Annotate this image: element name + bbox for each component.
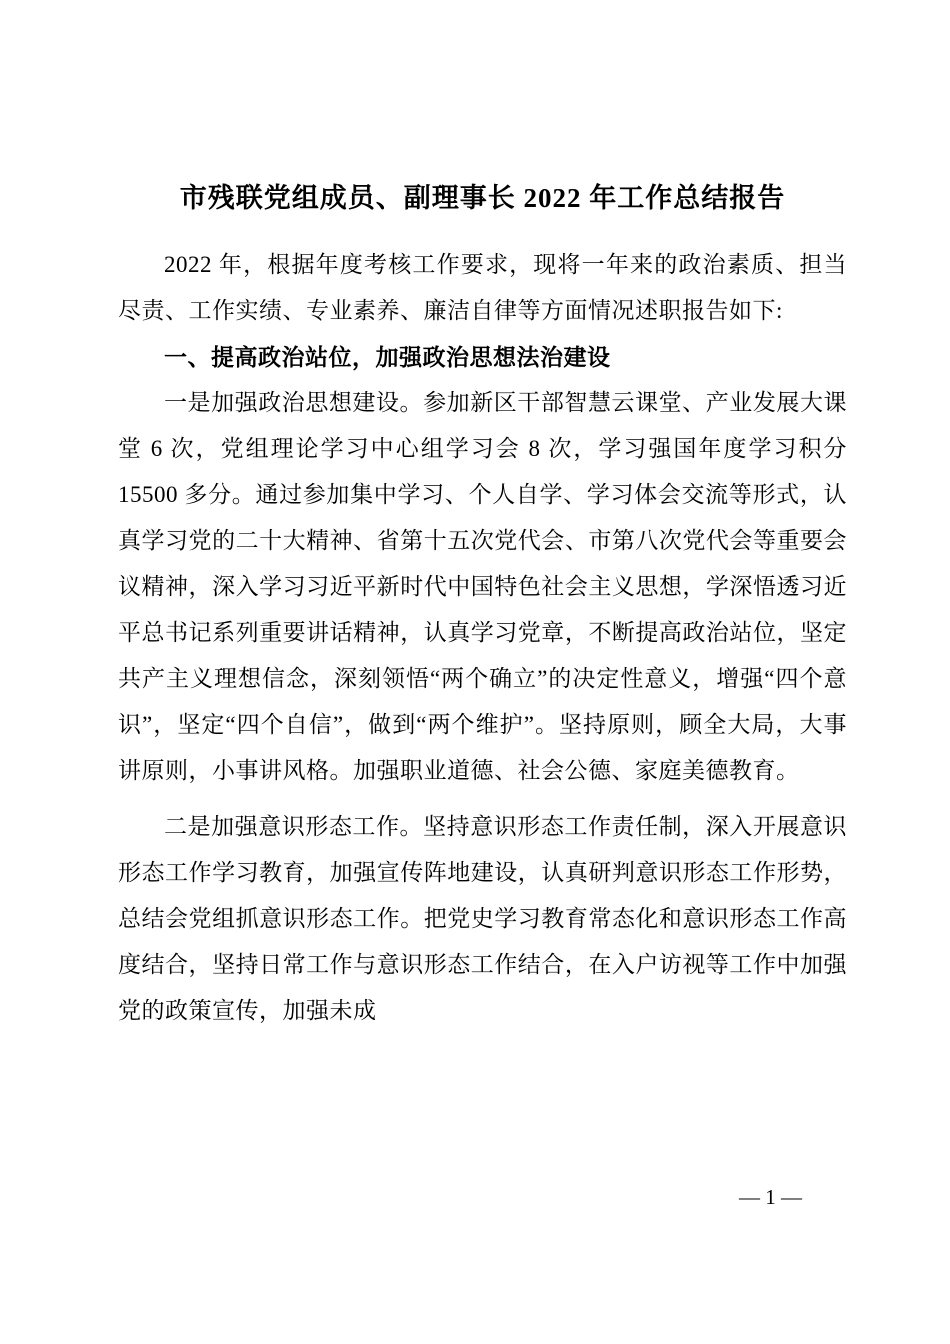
intro-paragraph: 2022 年，根据年度考核工作要求，现将一年来的政治素质、担当尽责、工作实绩、专业素养、廉洁自律等方面情况述职报告如下:: [118, 252, 847, 323]
document-content: [118, 178, 847, 1034]
document-title: 市残联党组成员、副理事长 2022 年工作总结报告: [179, 183, 786, 213]
body-paragraph-2: 二是加强意识形态工作。坚持意识形态工作责任制，深入开展意识形态工作学习教育，加强宣传阵地建设，认真研判意识形态工作形势，总结会党组抓意识形态工作。把党史学习教育常态化和意识形态工作高度结合，坚持日常工作与意识形态工作结合，在入户访视等工作中加强党的政策宣传，加强未成: [118, 814, 847, 1023]
body-paragraph-1: 一是加强政治思想建设。参加新区干部智慧云课堂、产业发展大课堂 6 次，党组理论学习中心组学习会 8 次，学习强国年度学习积分 15500 多分。通过参加集中学习、个人自学、学习体会交流等形式，认真学习党的二十大精神、省第十五次党代会、市第八次党代会等重要会议精神，深入学习习近平新时代中国特色社会主义思想，学深悟透习近平总书记系列重要讲话精神，认真学习党章，不断提高政治站位，坚定共产主义理想信念，深刻领悟“两个确立”的决定性意义，增强“四个意识”，坚定“四个自信”，做到“两个维护”。坚持原则，顾全大局，大事讲原则，小事讲风格。加强职业道德、社会公德、家庭美德教育。: [118, 390, 847, 783]
section-heading-1: 一、提高政治站位，加强政治思想法治建设: [164, 344, 611, 370]
page-number: — 1 —: [739, 1185, 802, 1209]
